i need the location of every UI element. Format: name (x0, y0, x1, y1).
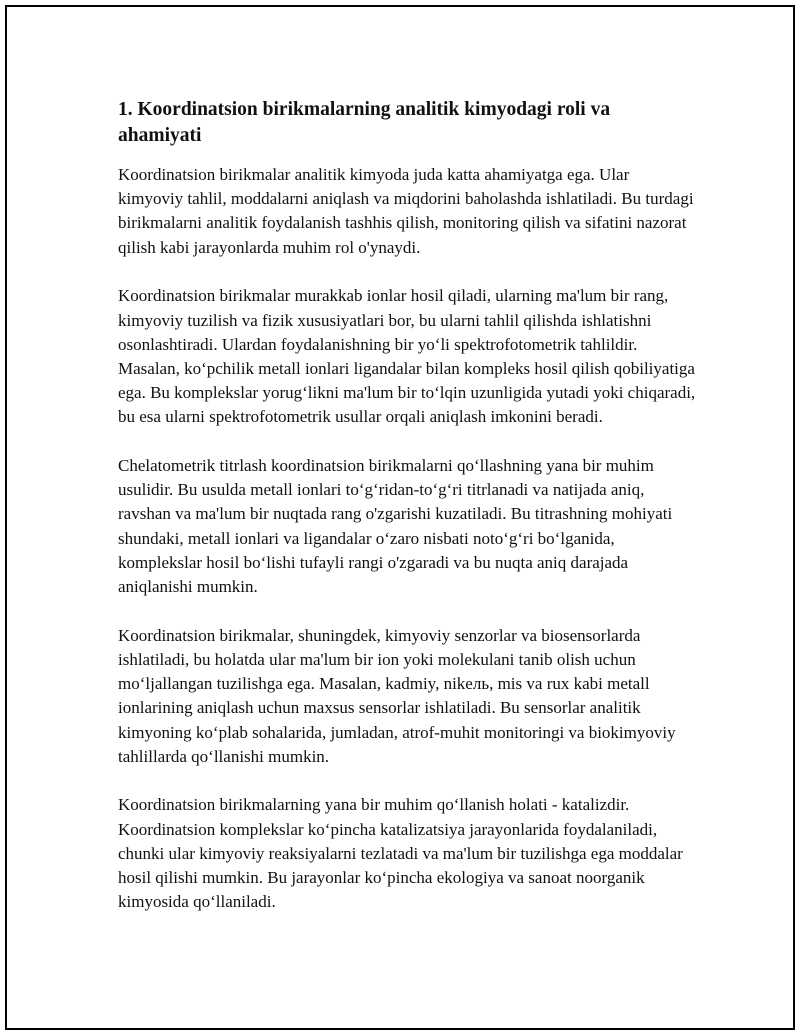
paragraph-4: Koordinatsion birikmalar, shuningdek, kimyoviy senzorlar va biosensorlarda ishlatiladi, bu holatda ular ma'lum bir ion yoki molekulani tanib olish uchun mo‘ljallangan tuzilishga ega. Masalan, kadmiy, nikель, mis va rux kabi metall ionlarining aniqlash uchun maxsus sensorlar ishlatiladi. Bu sensorlar analitik kimyoning ko‘plab sohalarida, jumladan, atrof-muhit monitoringi va biokimyoviy tahlillarda qo‘llanishi mumkin. (118, 625, 676, 766)
paragraph-2: Koordinatsion birikmalar murakkab ionlar hosil qiladi, ularning ma'lum bir rang, kimyoviy tuzilish va fizik xususiyatlari bor, bu ularni tahlil qilishda ishlatishni osonlashtiradi. Ulardan foydalanishning bir yo‘li spektrofotometrik tahlildir. Masalan, ko‘pchilik metall ionlari ligandalar bilan kompleks hosil qilish qobiliyatiga ega. Bu komplekslar yorug‘likni ma'lum bir to‘lqin uzunligida yutadi yoki chiqaradi, bu esa ularni spektrofotometrik usullar orqali aniqlash imkonini beradi. (118, 286, 696, 427)
section-heading: 1. Koordinatsion birikmalarning analitik kimyodagi roli va ahamiyati (118, 99, 611, 146)
paragraph-3: Chelatometrik titrlash koordinatsion birikmalarni qo‘llashning yana bir muhim usulidir. Bu usulda metall ionlari to‘g‘ridan-to‘g‘ri titrlanadi va natijada aniq, ravshan va ma'lum bir nuqtada rang o'zgarishi kuzatiladi. Bu titrashning mohiyati shundaki, metall ionlari va ligandalar o‘zaro nisbati noto‘g‘ri bo‘lganida, komplekslar hosil bo‘lishi tufayli rangi o'zgaradi va bu nuqta aniq darajada aniqlanishi mumkin. (118, 456, 673, 597)
paragraph-5: Koordinatsion birikmalarning yana bir muhim qo‘llanish holati - katalizdir. Koordinatsion komplekslar ko‘pincha katalizatsiya jarayonlarida foydalaniladi, chunki ular kimyoviy reaksiyalarni tezlatadi va ma'lum bir tuzilishga ega moddalar hosil qilishi mumkin. Bu jarayonlar ko‘pincha ekologiya va sanoat noorganik kimyosida qo‘llaniladi. (118, 795, 683, 912)
paragraph-1: Koordinatsion birikmalar analitik kimyoda juda katta ahamiyatga ega. Ular kimyoviy tahlil, moddalarni aniqlash va miqdorini baholashda ishlatiladi. Bu turdagi birikmalarni analitik foydalanish tashhis qilish, monitoring qilish va sifatini nazorat qilish kabi jarayonlarda muhim rol o'ynaydi. (118, 165, 694, 257)
document-page (5, 5, 795, 1030)
document-body (118, 97, 698, 939)
